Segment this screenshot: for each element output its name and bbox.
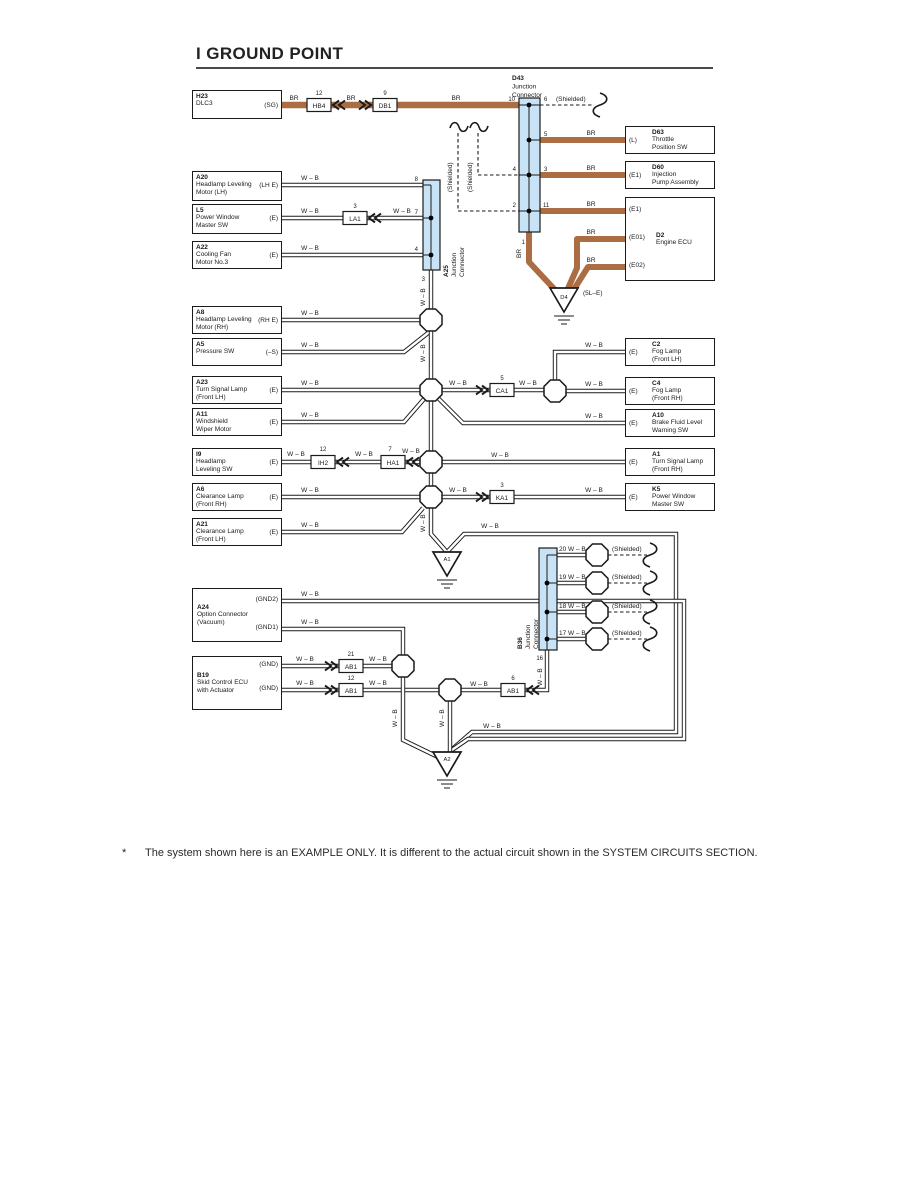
component-a22 <box>192 241 282 269</box>
wire-color-label: W – B <box>449 487 467 494</box>
component-line: Pump Assembly <box>652 178 699 186</box>
terminal-label: (E1) <box>629 172 642 179</box>
wire-color-label: W – B <box>491 452 509 459</box>
component-k5 <box>625 483 715 511</box>
b36-row-label: 20 W – B <box>559 546 586 553</box>
component-id: A6 <box>196 486 205 493</box>
shielded-label: (Shielded) <box>447 162 454 192</box>
component-id: H23 <box>196 93 208 100</box>
splice-point <box>392 655 414 677</box>
component-id: A5 <box>196 341 205 348</box>
terminal-label: (E) <box>629 349 638 356</box>
wire-color-label: W – B <box>301 380 319 387</box>
component-line: Motor No.3 <box>196 258 229 266</box>
component-line: (Front LH) <box>196 535 226 543</box>
component-id: L5 <box>196 207 204 214</box>
pin-label: 4 <box>414 247 418 253</box>
a25-dot <box>429 253 434 258</box>
component-id: I9 <box>196 451 202 458</box>
component-id: A8 <box>196 309 205 316</box>
terminal-label: (E) <box>629 420 638 427</box>
terminal-label: (E1) <box>629 206 642 213</box>
connector-label: DB1 <box>378 103 392 110</box>
component-id: D63 <box>652 129 664 136</box>
component-line: Motor (RH) <box>196 323 229 331</box>
component-a10 <box>625 409 715 437</box>
component-c2 <box>625 338 715 366</box>
component-line: Turn Signal Lamp <box>652 458 704 466</box>
d43-dot <box>527 103 532 108</box>
wire-color-label: BR <box>451 95 461 102</box>
junction-label: Junction <box>451 252 458 277</box>
junction-id: B36 <box>517 637 524 649</box>
component-id: A20 <box>196 174 208 181</box>
component-a11 <box>192 408 282 436</box>
component-a24 <box>192 588 282 642</box>
component-d60 <box>625 161 715 189</box>
wire-color-label: W – B <box>585 342 603 349</box>
wire-color-label: W – B <box>449 380 467 387</box>
ground-note: (5L–E) <box>583 290 603 297</box>
terminal-label: (E) <box>269 494 278 501</box>
shielded-label: (Shielded) <box>612 630 642 637</box>
d43-dot <box>527 138 532 143</box>
wire-a24gnd1-to-splice6 <box>282 629 403 655</box>
wire-color-label: W – B <box>420 344 427 362</box>
splice-point <box>420 379 442 401</box>
splices <box>392 309 608 701</box>
d43-dot <box>527 173 532 178</box>
terminal-label: (SG) <box>264 102 278 109</box>
wire-color-label: W – B <box>483 723 501 730</box>
pin-label: 1 <box>521 240 525 246</box>
component-line: Headlamp <box>196 458 226 466</box>
component-id: K5 <box>652 486 661 493</box>
terminal-label: (RH E) <box>258 317 278 324</box>
component-a20 <box>192 171 282 201</box>
ground-id: A2 <box>443 757 451 763</box>
component-h23 <box>192 90 282 119</box>
component-line: with Actuator <box>197 686 235 694</box>
wire-color-label: W – B <box>439 709 446 727</box>
wire-color-label: W – B <box>301 342 319 349</box>
component-line: (Front LH) <box>652 355 682 363</box>
b36-junction-connector <box>539 548 557 650</box>
component-line: Headlamp Leveling <box>196 181 252 189</box>
component-line: Fog Lamp <box>652 387 682 395</box>
connector-label: IH2 <box>317 460 329 467</box>
component-line: Headlamp Leveling <box>196 316 252 324</box>
d43-dot <box>527 209 532 214</box>
ground-a2-icon <box>433 752 461 776</box>
terminal-label: (E02) <box>629 262 645 269</box>
wire-color-label: W – B <box>296 680 314 687</box>
shield-splice <box>586 628 608 650</box>
wire-color-label: W – B <box>585 413 603 420</box>
shielded-label: (Shielded) <box>612 574 642 581</box>
component-line: Position SW <box>652 143 688 151</box>
component-d2 <box>625 197 715 281</box>
splice-point <box>420 486 442 508</box>
component-id: B19 <box>197 672 209 680</box>
junction-label: Connector <box>533 619 540 649</box>
component-line: Brake Fluid Level <box>652 419 703 427</box>
wire-color-label: W – B <box>519 380 537 387</box>
component-line: (Front LH) <box>196 393 226 401</box>
pin-label: 4 <box>512 167 516 173</box>
connector-label: CA1 <box>495 388 509 395</box>
terminal-label: (E) <box>629 388 638 395</box>
terminal-label: (E) <box>269 419 278 426</box>
ground-d4-hatch <box>554 316 574 324</box>
component-line: DLC3 <box>196 100 213 108</box>
break-icon <box>593 93 607 117</box>
shielded-label: (Shielded) <box>556 96 586 103</box>
wire-gnd-a1-return-to-gnd-a2 <box>448 534 676 751</box>
a25-label <box>443 246 466 277</box>
wire-color-label: W – B <box>301 412 319 419</box>
wire-color-label: W – B <box>392 709 399 727</box>
component-id: C4 <box>652 380 661 387</box>
component-l5 <box>192 204 282 234</box>
footnote-text: The system shown here is an EXAMPLE ONLY. It is different to the actual circuit shown in the SYSTEM CIRCUITS SECTION. <box>145 847 758 859</box>
pin-label: 16 <box>536 656 543 662</box>
wire-color-label: BR <box>516 248 523 258</box>
component-id: C2 <box>652 341 661 348</box>
ground-id: D4 <box>560 295 568 301</box>
splice-point <box>420 451 442 473</box>
wire-color-label: W – B <box>585 381 603 388</box>
wire-color-label: BR <box>586 257 596 264</box>
b36-row-label: 17 W – B <box>559 630 586 637</box>
component-line: Cooling Fan <box>196 251 232 259</box>
wire-color-label: W – B <box>301 208 319 215</box>
component-line: Wiper Motor <box>196 425 232 433</box>
shield-splice <box>586 601 608 623</box>
terminal-label: (E) <box>629 459 638 466</box>
wire-color-label: BR <box>586 201 596 208</box>
splice-point <box>544 380 566 402</box>
terminal-label: (E) <box>269 252 278 259</box>
junction-label: Connector <box>459 247 466 277</box>
component-id: A1 <box>652 451 661 458</box>
junction-id: D43 <box>512 75 524 82</box>
wire-color-label: BR <box>586 130 596 137</box>
component-a6 <box>192 483 282 511</box>
pin-label: 5 <box>544 132 548 138</box>
wire-color-label: BR <box>289 95 299 102</box>
component-line: Master SW <box>196 221 229 229</box>
junction-label: Junction <box>512 83 537 91</box>
splice-point <box>439 679 461 701</box>
wire-color-label: W – B <box>301 175 319 182</box>
wire-color-label: W – B <box>301 591 319 598</box>
wire-color-label: W – B <box>369 656 387 663</box>
component-line: Warning SW <box>652 426 689 434</box>
pin-label: 21 <box>347 652 355 658</box>
pin-label: 7 <box>414 210 418 216</box>
terminal-label: (GND2) <box>255 596 278 603</box>
wire-color-label: W – B <box>301 245 319 252</box>
wire-color-label: BR <box>586 229 596 236</box>
component-b19 <box>192 656 282 710</box>
terminal-label: (GND) <box>259 685 278 692</box>
wire-color-label: W – B <box>296 656 314 663</box>
terminal-label: (L) <box>629 137 637 144</box>
connector-label: LA1 <box>349 216 361 223</box>
ground-a1-icon <box>433 552 461 576</box>
component-line: Engine ECU <box>656 239 692 246</box>
break-icon <box>450 123 468 132</box>
component-line: (Vacuum) <box>197 618 225 626</box>
terminal-label: (–S) <box>265 349 278 356</box>
b36-dot <box>545 637 550 642</box>
junction-id: A25 <box>443 265 450 277</box>
terminal-label: (GND1) <box>255 624 278 631</box>
wire-color-label: W – B <box>420 514 427 532</box>
component-id: A23 <box>196 379 208 386</box>
component-line: Motor (LH) <box>196 188 228 196</box>
ground-a1-hatch <box>437 580 457 588</box>
component-i9 <box>192 448 282 476</box>
splice-point <box>420 309 442 331</box>
terminal-label: (E) <box>629 494 638 501</box>
wire-color-label: BR <box>586 165 596 172</box>
component-id: A22 <box>196 244 208 251</box>
pin-label: 3 <box>353 204 357 210</box>
pin-label: 12 <box>347 676 355 682</box>
b36-row-label: 19 W – B <box>559 574 586 581</box>
footnote-star: * <box>122 847 127 859</box>
terminal-label: (LH E) <box>259 182 278 189</box>
pin-label: 2 <box>512 203 516 209</box>
wire-color-label: W – B <box>301 619 319 626</box>
component-line: (Front RH) <box>196 500 227 508</box>
wire-splice5-to-c2 <box>555 352 625 381</box>
component-a8 <box>192 306 282 334</box>
pin-label: 3 <box>500 483 504 489</box>
component-a23 <box>192 376 282 404</box>
shield-splice <box>586 572 608 594</box>
component-line: Leveling SW <box>196 465 233 473</box>
wire-color-label: W – B <box>402 448 420 455</box>
connector-label: AB1 <box>344 688 358 695</box>
pin-label: 9 <box>383 91 387 97</box>
component-line: Injection <box>652 171 677 179</box>
connector-label: HA1 <box>386 460 400 467</box>
wire-color-label: W – B <box>355 451 373 458</box>
pin-label: 6 <box>511 676 515 682</box>
connector-label: HB4 <box>312 103 326 110</box>
ground-a2-hatch <box>437 780 457 788</box>
wire-color-label: W – B <box>537 668 544 686</box>
terminal-label: (E) <box>269 387 278 394</box>
component-a5 <box>192 338 282 366</box>
ground-id: A1 <box>443 557 451 563</box>
pin-label: 6 <box>544 97 548 103</box>
component-line: Skid Control ECU <box>197 679 248 687</box>
connector-label: AB1 <box>344 664 358 671</box>
wire-color-label: W – B <box>301 310 319 317</box>
page-title: I GROUND POINT <box>196 44 713 69</box>
terminal-label: (E) <box>269 529 278 536</box>
wire-color-label: W – B <box>369 680 387 687</box>
component-line: Power Window <box>652 493 696 501</box>
terminal-label: (E) <box>269 215 278 222</box>
component-id: D60 <box>652 164 664 171</box>
wire-color-label: W – B <box>585 487 603 494</box>
terminal-label: (E01) <box>629 234 645 241</box>
wire-color-label: W – B <box>481 523 499 530</box>
pin-label: 3 <box>544 167 548 173</box>
pin-label: 12 <box>319 447 327 453</box>
component-d63 <box>625 126 715 154</box>
component-line: Power Window <box>196 214 240 222</box>
shielded-label: (Shielded) <box>467 162 474 192</box>
shielded-label: (Shielded) <box>612 546 642 553</box>
component-line: Fog Lamp <box>652 348 682 356</box>
pin-label: 3 <box>421 277 425 283</box>
terminal-label: (GND) <box>259 661 278 668</box>
pin-label: 10 <box>508 97 515 103</box>
component-a21 <box>192 518 282 546</box>
component-id: A21 <box>196 521 208 528</box>
footnote <box>122 847 902 859</box>
pin-label: 7 <box>388 447 392 453</box>
component-a1 <box>625 448 715 476</box>
connector-label: KA1 <box>495 495 509 502</box>
component-line: Throttle <box>652 136 675 144</box>
break-icon <box>470 123 488 132</box>
shield-splice <box>586 544 608 566</box>
junction-label: Junction <box>525 624 532 649</box>
component-line: (Front RH) <box>652 394 683 402</box>
component-line: (Front RH) <box>652 465 683 473</box>
component-id: D2 <box>656 231 665 239</box>
wire-color-label: W – B <box>301 522 319 529</box>
wire-splice4-to-gnd-a1 <box>431 508 446 551</box>
component-line: Master SW <box>652 500 685 508</box>
wire-color-label: W – B <box>301 487 319 494</box>
pin-label: 11 <box>543 203 550 209</box>
junction-label: Connector <box>512 92 542 99</box>
b36-dot <box>545 610 550 615</box>
wire-color-label: W – B <box>470 681 488 688</box>
component-line: Windshield <box>196 418 228 426</box>
a25-dot <box>429 216 434 221</box>
wire-color-label: W – B <box>420 288 427 306</box>
terminal-label: (E) <box>269 459 278 466</box>
b36-label <box>517 618 540 649</box>
component-id: A24 <box>197 604 209 612</box>
b36-row-label: 18 W – B <box>559 603 586 610</box>
wire-color-label: W – B <box>287 451 305 458</box>
component-line: Option Connector <box>197 611 248 619</box>
component-line: Pressure SW <box>196 348 235 356</box>
wire-d43p1-to-gnd-d4 <box>529 232 557 292</box>
component-line: Clearance Lamp <box>196 528 244 536</box>
component-id: A11 <box>196 411 208 418</box>
b36-dot <box>545 581 550 586</box>
pin-label: 12 <box>315 91 323 97</box>
pin-label: 8 <box>414 177 418 183</box>
component-line: Turn Signal Lamp <box>196 386 248 394</box>
component-c4 <box>625 377 715 405</box>
component-id: A10 <box>652 412 664 419</box>
wire-color-label: W – B <box>393 208 411 215</box>
component-line: Clearance Lamp <box>196 493 244 501</box>
pin-label: 5 <box>500 376 504 382</box>
wire-color-label: BR <box>346 95 356 102</box>
shielded-label: (Shielded) <box>612 603 642 610</box>
connector-label: AB1 <box>506 688 520 695</box>
